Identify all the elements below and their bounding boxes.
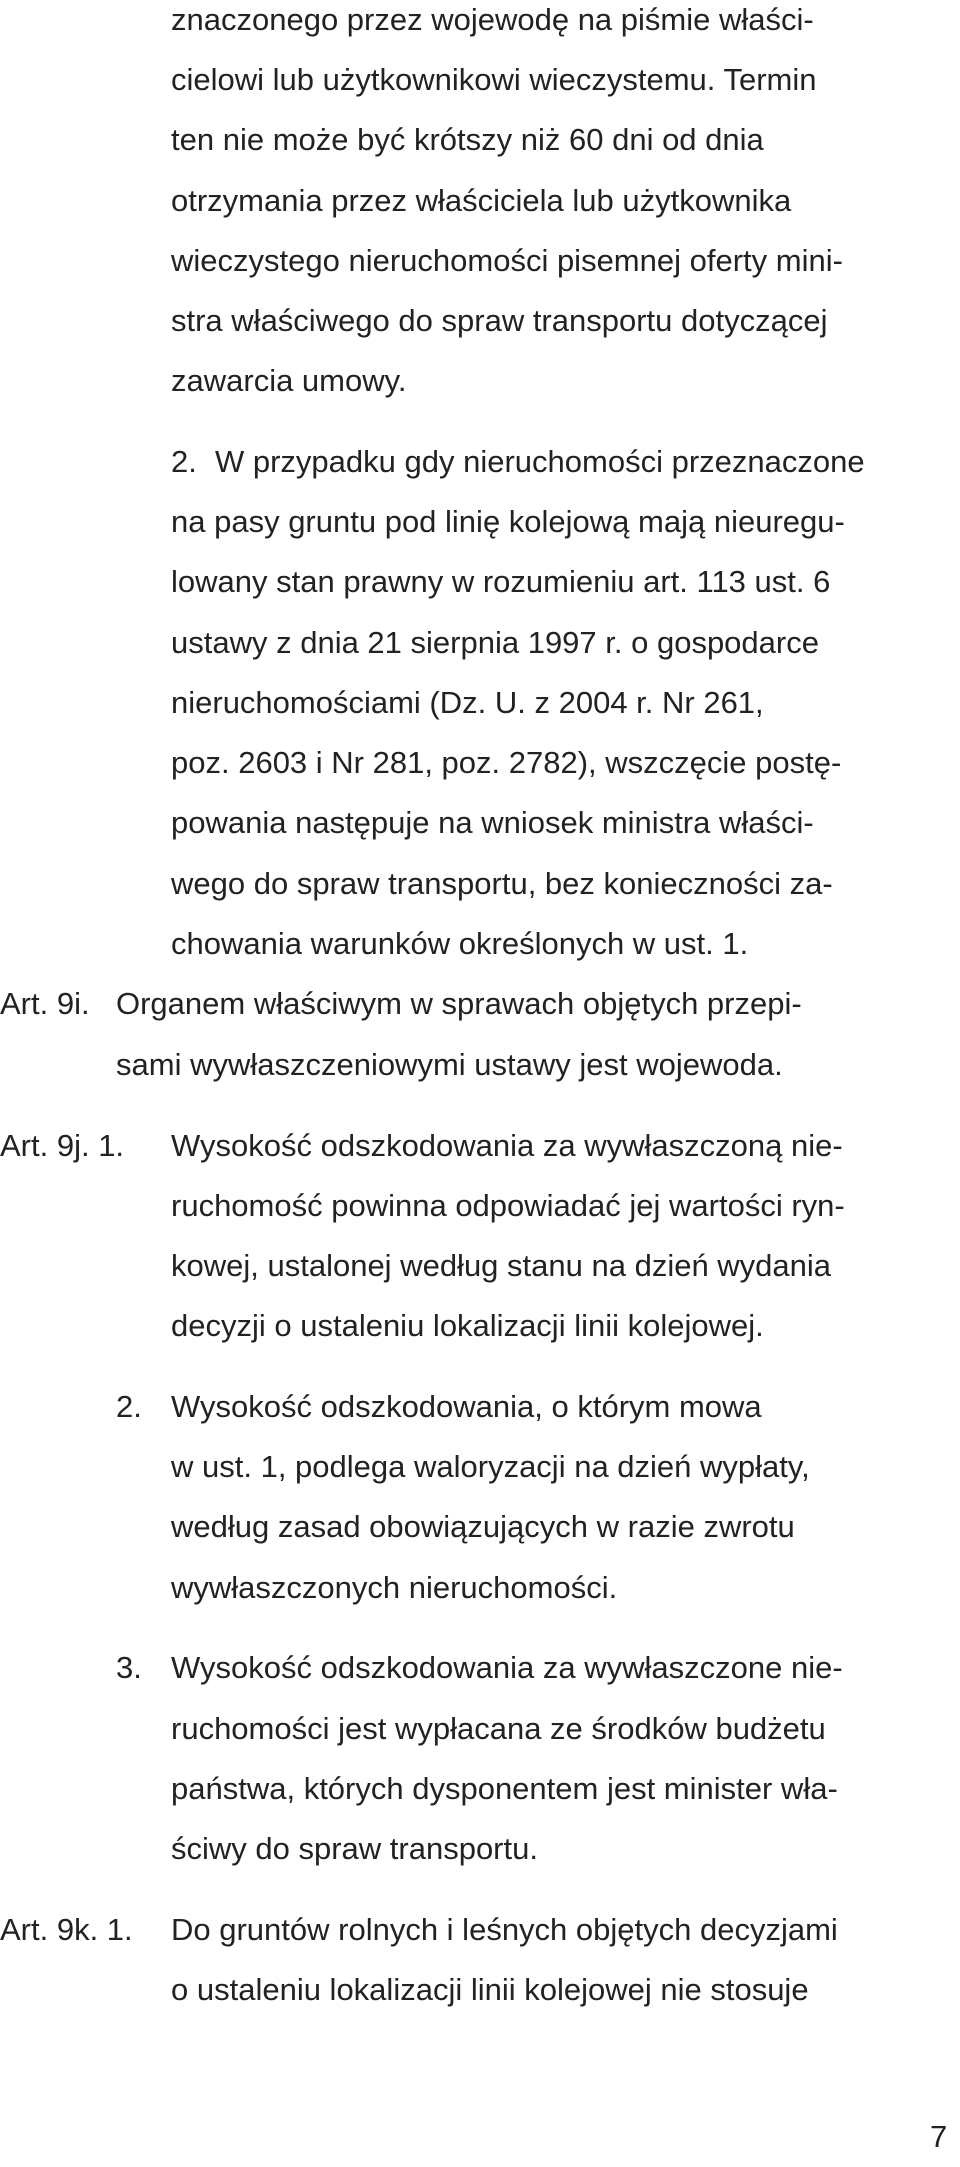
text-line: otrzymania przez właściciela lub użytkownika bbox=[171, 183, 792, 218]
text-line: na pasy gruntu pod linię kolejową mają nieuregu- bbox=[171, 504, 845, 539]
text-line: państwa, których dysponentem jest minister wła- bbox=[171, 1771, 838, 1806]
text-line: według zasad obowiązujących w razie zwrotu bbox=[171, 1509, 795, 1544]
text-line: ściwy do spraw transportu. bbox=[171, 1831, 538, 1866]
text-line: stra właściwego do spraw transportu dotyczącej bbox=[171, 303, 828, 338]
paragraph-number: 2. bbox=[116, 1389, 142, 1424]
text-line: ruchomość powinna odpowiadać jej wartości ryn- bbox=[171, 1188, 845, 1223]
text-line: decyzji o ustaleniu lokalizacji linii kolejowej. bbox=[171, 1308, 764, 1343]
text-line: znaczonego przez wojewodę na piśmie właści- bbox=[171, 2, 814, 37]
text-line: ruchomości jest wypłacana ze środków budżetu bbox=[171, 1711, 826, 1746]
text-line: cielowi lub użytkownikowi wieczystemu. Termin bbox=[171, 62, 817, 97]
text-line: W przypadku gdy nieruchomości przeznaczone bbox=[215, 444, 865, 479]
text-line: chowania warunków określonych w ust. 1. bbox=[171, 926, 749, 961]
text-line: o ustaleniu lokalizacji linii kolejowej nie stosuje bbox=[171, 1972, 809, 2007]
text-line: Wysokość odszkodowania za wywłaszczone nie- bbox=[171, 1650, 843, 1685]
article-label: Art. 9k. 1. bbox=[0, 1912, 133, 1947]
text-line: wywłaszczonych nieruchomości. bbox=[171, 1570, 618, 1605]
text-line: poz. 2603 i Nr 281, poz. 2782), wszczęcie postę- bbox=[171, 745, 842, 780]
text-line: ten nie może być krótszy niż 60 dni od dnia bbox=[171, 122, 764, 157]
text-line: zawarcia umowy. bbox=[171, 363, 407, 398]
text-line: Do gruntów rolnych i leśnych objętych decyzjami bbox=[171, 1912, 838, 1947]
text-line: wego do spraw transportu, bez konieczności za- bbox=[171, 866, 833, 901]
text-line: Organem właściwym w sprawach objętych przepi- bbox=[116, 986, 802, 1021]
article-label: Art. 9i. bbox=[0, 986, 90, 1021]
text-line: powania następuje na wniosek ministra właści- bbox=[171, 805, 814, 840]
paragraph-number: 3. bbox=[116, 1650, 142, 1685]
article-label: Art. 9j. 1. bbox=[0, 1128, 125, 1163]
page-number: 7 bbox=[930, 2119, 948, 2154]
text-line: Wysokość odszkodowania, o którym mowa bbox=[171, 1389, 762, 1424]
text-line: nieruchomościami (Dz. U. z 2004 r. Nr 261, bbox=[171, 685, 764, 720]
text-line: Wysokość odszkodowania za wywłaszczoną nie- bbox=[171, 1128, 843, 1163]
text-line: lowany stan prawny w rozumieniu art. 113 ust. 6 bbox=[171, 564, 831, 599]
text-line: wieczystego nieruchomości pisemnej oferty mini- bbox=[171, 243, 843, 278]
text-line: kowej, ustalonej według stanu na dzień wydania bbox=[171, 1248, 832, 1283]
text-line: sami wywłaszczeniowymi ustawy jest wojewoda. bbox=[116, 1047, 783, 1082]
text-line: w ust. 1, podlega waloryzacji na dzień wypłaty, bbox=[171, 1449, 810, 1484]
paragraph-number: 2. bbox=[171, 444, 197, 479]
text-line: ustawy z dnia 21 sierpnia 1997 r. o gospodarce bbox=[171, 625, 819, 660]
